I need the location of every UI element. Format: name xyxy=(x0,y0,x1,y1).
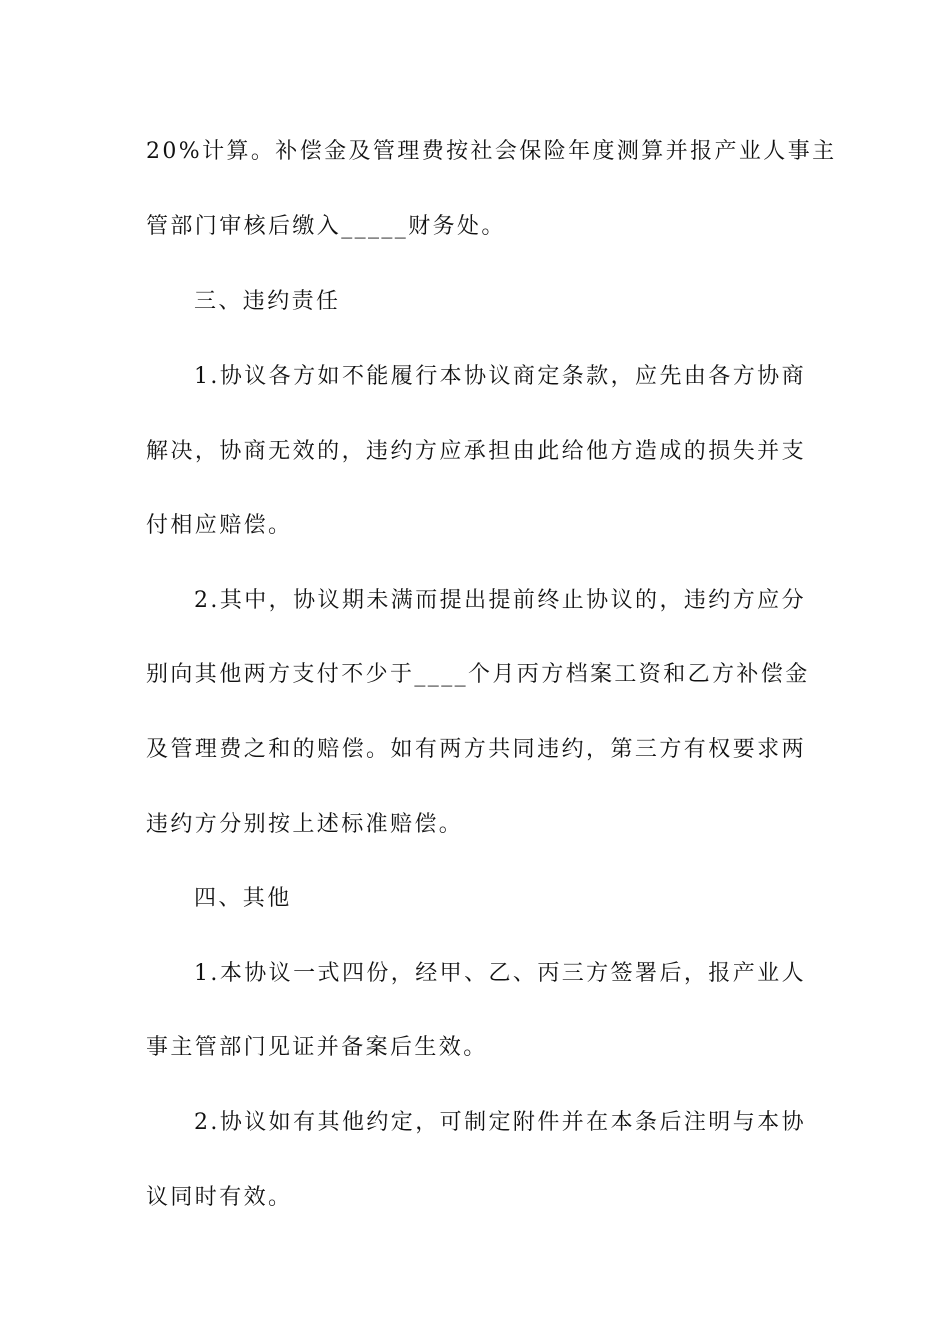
text-line: 事主管部门见证并备案后生效。 xyxy=(146,1035,488,1060)
section-heading-other: 四、其他 xyxy=(194,886,292,911)
text-line: 1.协议各方如不能履行本协议商定条款，应先由各方协商 xyxy=(194,364,806,389)
text-line: 违约方分别按上述标准赔偿。 xyxy=(146,812,464,837)
text-line: 别向其他两方支付不少于____个月丙方档案工资和乙方补偿金 xyxy=(146,662,810,687)
text-line: 及管理费之和的赔偿。如有两方共同违约，第三方有权要求两 xyxy=(146,737,806,762)
text-line: 管部门审核后缴入_____财务处。 xyxy=(146,214,506,239)
section-heading-breach: 三、违约责任 xyxy=(194,289,341,314)
text-line: 解决，协商无效的，违约方应承担由此给他方造成的损失并支 xyxy=(146,439,806,464)
text-line: 1.本协议一式四份，经甲、乙、丙三方签署后，报产业人 xyxy=(194,961,806,986)
text-line: 付相应赔偿。 xyxy=(146,513,293,538)
text-line: 2.其中，协议期未满而提出提前终止协议的，违约方应分 xyxy=(194,588,806,613)
text-line: 议同时有效。 xyxy=(146,1185,293,1210)
text-line: 20%计算。补偿金及管理费按社会保险年度测算并报产业人事主 xyxy=(146,139,837,164)
text-line: 2.协议如有其他约定，可制定附件并在本条后注明与本协 xyxy=(194,1110,806,1135)
